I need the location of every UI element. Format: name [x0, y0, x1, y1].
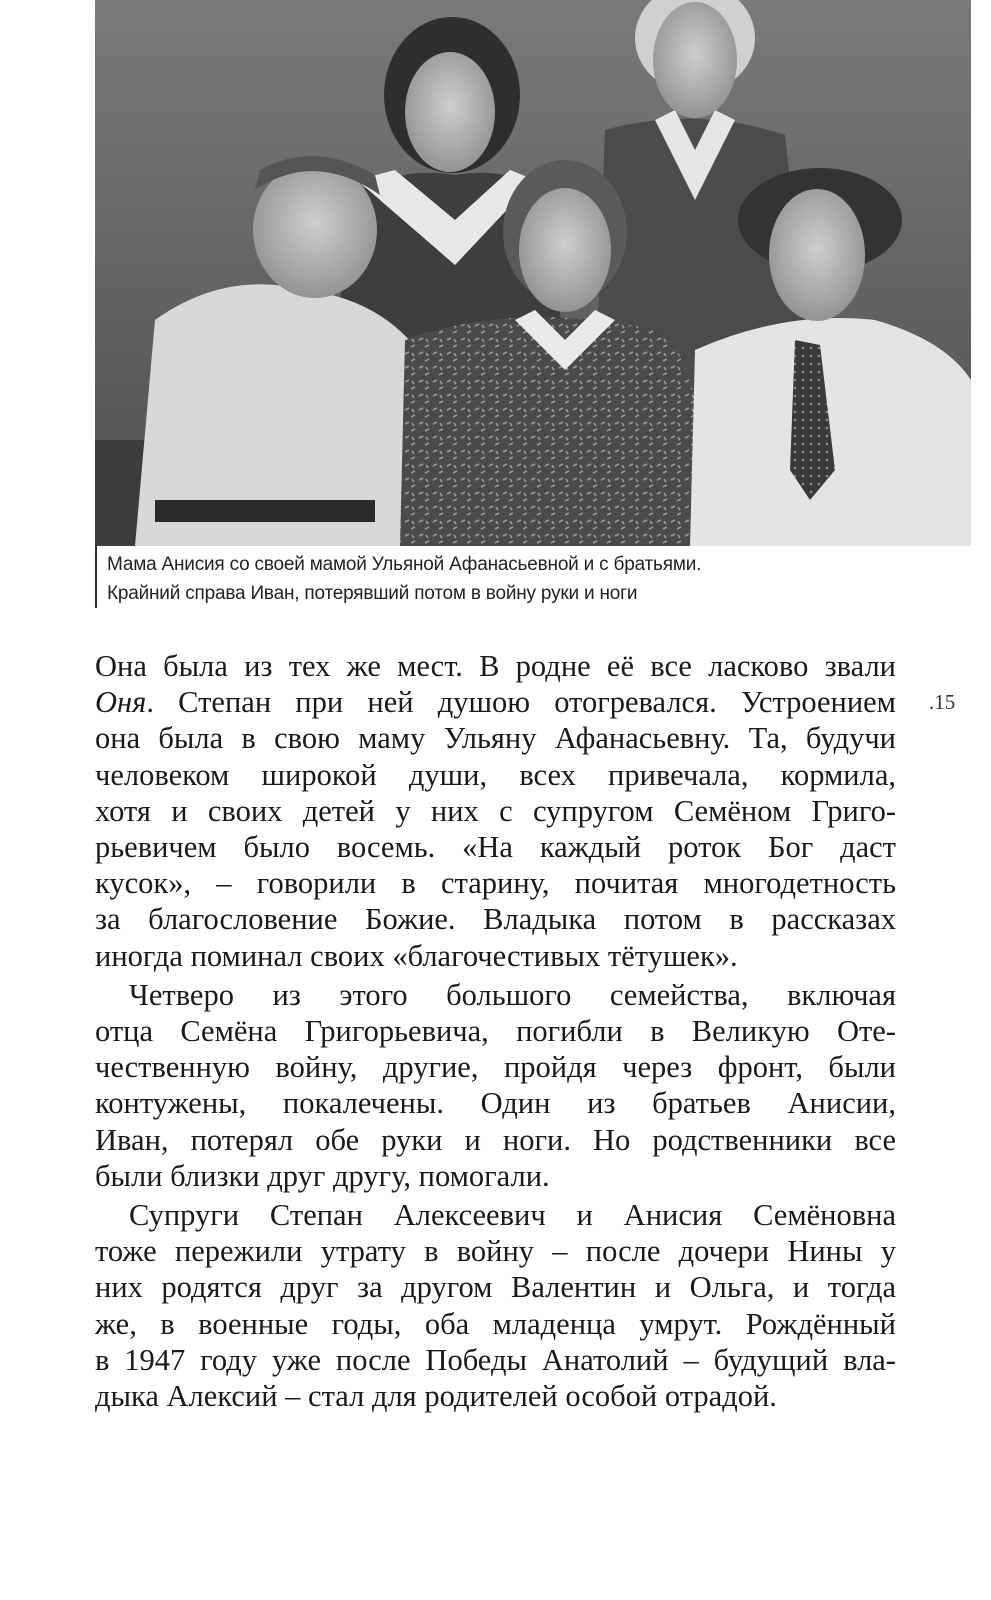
text-line: же, в военные годы, оба младенца умрут. Рождённый — [95, 1306, 896, 1341]
text-line: них родятся друг за другом Валентин и Ольга, и тогда — [95, 1270, 896, 1305]
italic-name: Оня — [95, 685, 147, 720]
text-line: иногда поминал своих «благочестивых тётушек». — [95, 938, 738, 973]
text-line: она была в свою маму Ульяну Афанасьевну. Та, будучи — [95, 721, 896, 756]
paragraph-2 — [95, 977, 896, 1194]
paragraph-3 — [95, 1197, 896, 1414]
text-line: Она была из тех же мест. В родне её все ласково звали — [95, 649, 896, 683]
paragraph-1 — [95, 648, 896, 974]
text-line: человеком широкой души, всех привечала, кормила, — [95, 757, 896, 792]
page-number: .15 — [929, 690, 956, 714]
family-photo — [95, 0, 971, 546]
text-line: тоже пережили утрату в войну – после дочери Нины у — [95, 1234, 896, 1269]
family-photo-illustration — [95, 0, 971, 546]
caption-line: Мама Анисия со своей мамой Ульяной Афанасьевной и с братьями. — [107, 554, 702, 575]
text-line: дыка Алексий – стал для родителей особой отрадой. — [95, 1379, 777, 1414]
caption-line: Крайний справа Иван, потерявший потом в войну руки и ноги — [107, 583, 638, 604]
text-line: контужены, покалечены. Один из братьев Анисии, — [95, 1086, 896, 1121]
photo-caption — [95, 546, 887, 608]
text-line: отца Семёна Григорьевича, погибли в Великую Оте- — [95, 1014, 896, 1049]
text-line: Четверо из этого большого семейства, включая — [129, 977, 896, 1012]
text-line: за благословение Божие. Владыка потом в рассказах — [95, 902, 896, 937]
text-line: чественную войну, другие, пройдя через фронт, были — [95, 1050, 896, 1085]
text-line: рьевичем было восемь. «На каждый роток Бог даст — [95, 830, 896, 865]
text-line: кусок», – говорили в старину, почитая многодетность — [95, 866, 896, 901]
text-line: в 1947 году уже после Победы Анатолий – будущий вла- — [95, 1342, 896, 1377]
text-line: хотя и своих детей у них с супругом Семёном Григо- — [95, 793, 896, 828]
text-line-rest: . Степан при ней душою отогревался. Устроением — [146, 685, 896, 720]
text-line — [95, 684, 896, 720]
text-line: Супруги Степан Алексеевич и Анисия Семёновна — [129, 1198, 896, 1233]
body-text — [95, 648, 896, 1417]
text-line: Иван, потерял обе руки и ноги. Но родственники все — [95, 1122, 896, 1157]
text-line: были близки друг другу, помогали. — [95, 1158, 550, 1193]
